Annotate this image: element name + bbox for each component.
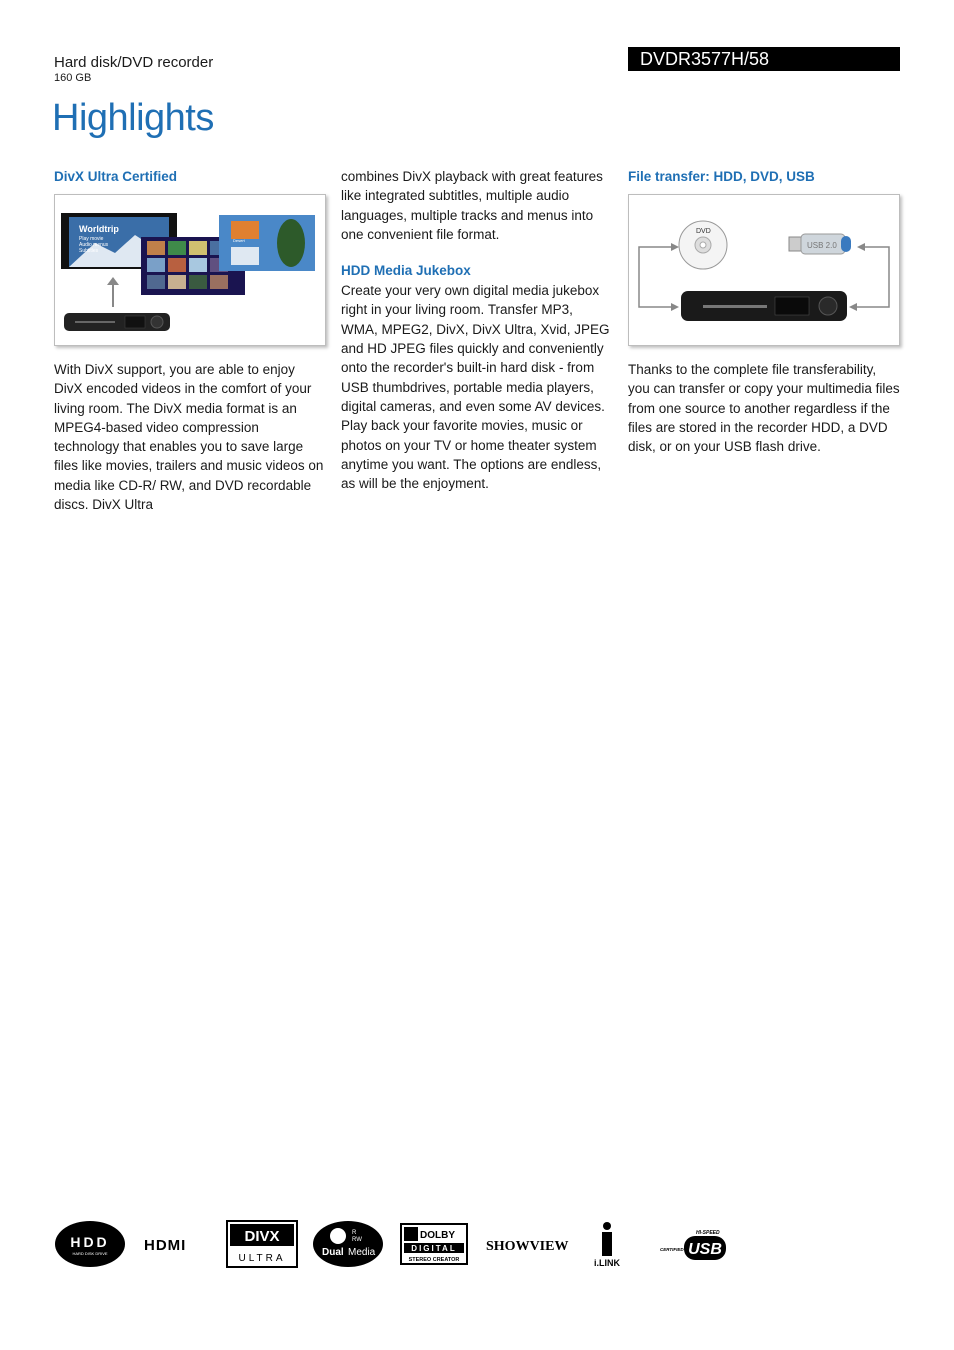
divx-illustration (54, 194, 326, 346)
model-number: DVDR3577H/58 (640, 49, 770, 69)
divx-menu-item: Subtitles (79, 248, 99, 254)
usb-logo-top-text: HI-SPEED (696, 1230, 720, 1236)
file-transfer-illustration (628, 194, 900, 346)
ilink-logo (584, 1220, 630, 1268)
dvd-label: DVD (696, 228, 711, 235)
dual-media-subtext: Media (348, 1247, 376, 1258)
hi-speed-usb-logo (658, 1220, 728, 1268)
hdd-logo (54, 1220, 126, 1268)
hdmi-logo (142, 1220, 208, 1268)
dual-media-logo (312, 1220, 384, 1268)
divx-menu-item: Audio menus (79, 242, 109, 248)
dual-media-r: R (352, 1230, 357, 1236)
feature-text-jukebox: Create your very own digital media jukebox right in your living room. Transfer MP3, WMA, MPEG2, DivX, DivX Ultra, Xvid, JPEG and HD JPEG files quickly and conveniently onto the recorder's built-in hard disk - from USB thumbdrives, portable media players, digital cameras, and even some AV devices. Play back your favorite movies, music or photos on your TV or home theater system anytime you want. The options are endless, as will be the enjoyment. (341, 283, 610, 492)
showview-logo (484, 1220, 569, 1268)
page-title: Highlights (52, 97, 214, 139)
dual-media-text: Dual (322, 1247, 344, 1258)
dolby-stereo-creator-text: STEREO CREATOR (408, 1257, 460, 1263)
showview-logo-text: SHOWVIEW (486, 1239, 569, 1254)
dolby-logo-text: DOLBY (420, 1230, 455, 1241)
usb-logo-text: USB (688, 1241, 722, 1258)
dolby-digital-text: DIGITAL (411, 1244, 457, 1253)
feature-text-divx-continued: combines DivX playback with great features like integrated subtitles, multiple audio languages, multiple tracks and menus into one convenient file format. (341, 169, 603, 242)
model-number-bar (628, 47, 900, 71)
product-capacity: 160 GB (54, 72, 92, 84)
divx-menu-item: Play movie (79, 236, 104, 242)
divx-thumb-label: Desert (233, 238, 245, 243)
feature-jukebox-column (341, 166, 613, 493)
feature-divx-column (54, 166, 326, 514)
product-type: Hard disk/DVD recorder (54, 54, 214, 71)
feature-title-jukebox: HDD Media Jukebox (341, 263, 471, 279)
ilink-logo-text: i.LINK (594, 1258, 620, 1268)
feature-title-divx: DivX Ultra Certified (54, 169, 178, 184)
divx-ultra-logo (226, 1220, 298, 1268)
feature-text-transfer: Thanks to the complete file transferability, you can transfer or copy your multimedia files from one source to another regardless if the files are stored in the recorder HDD, a DVD disk, or on your USB flash drive. (628, 362, 900, 455)
dual-media-rw: RW (352, 1237, 362, 1243)
certification-logos (54, 1220, 754, 1270)
usb-label: USB 2.0 (807, 241, 837, 250)
dolby-digital-logo (400, 1220, 468, 1268)
divx-menu-title: Worldtrip (79, 224, 119, 234)
divx-logo-subtext: ULTRA (238, 1253, 286, 1264)
feature-transfer-column (628, 166, 900, 456)
hdd-logo-subtext: HARD DISK DRIVE (72, 1251, 108, 1256)
hdmi-logo-text: HDMI (144, 1237, 187, 1254)
divx-logo-text: DIVX (244, 1228, 280, 1245)
usb-logo-left-text: CERTIFIED (660, 1247, 684, 1252)
feature-text-divx: With DivX support, you are able to enjoy DivX encoded videos in the comfort of your living room. The DivX media format is an MPEG4-based video compression technology that enables you to save large files like movies, trailers and music videos on media like CD-R/ RW, and DVD recordable discs. DivX Ultra (54, 362, 324, 513)
hdd-logo-text: HDD (70, 1234, 110, 1250)
feature-title-transfer: File transfer: HDD, DVD, USB (628, 169, 815, 184)
